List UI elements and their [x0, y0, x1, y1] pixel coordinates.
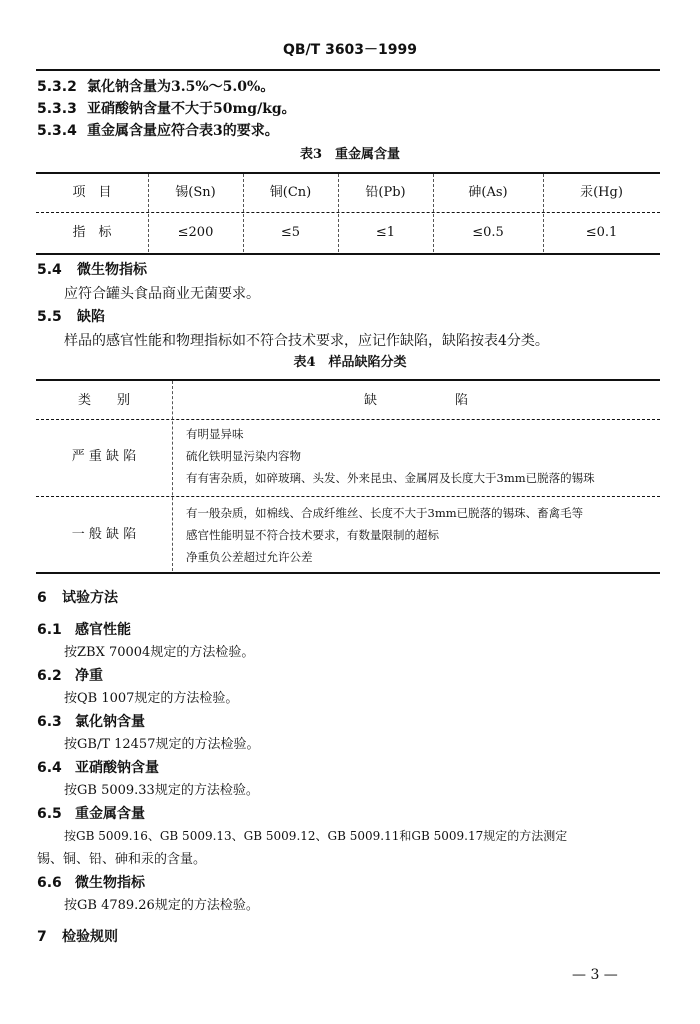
- table3-header-mercury: 汞(Hg): [580, 185, 623, 200]
- subsection-number: 6.6: [37, 875, 62, 891]
- table4-header-rule: [36, 419, 660, 420]
- table4-serious-defect: 有有害杂质，如碎玻璃、头发、外来昆虫、金属屑及长度大于3mm已脱落的锡珠: [186, 471, 595, 485]
- clause-5-3-4: [37, 124, 279, 138]
- table3-top-rule: [36, 172, 660, 174]
- clause-number: 5.3.3: [37, 101, 77, 117]
- section-7-heading: [37, 930, 118, 944]
- section-number: 5.4: [37, 262, 62, 278]
- section-6-3-heading: [37, 715, 145, 729]
- section-title: 试验方法: [62, 590, 118, 606]
- clause-5-3-3: [37, 102, 296, 116]
- table3-value-mercury: ≤0.1: [585, 225, 618, 240]
- standard-code: QB/T 3603－1999: [282, 42, 418, 58]
- table4-serious-defect: 有明显异味: [186, 427, 244, 441]
- section-title: 检验规则: [62, 929, 118, 945]
- table3-value-tin: ≤200: [177, 225, 214, 240]
- section-5-5-heading: [37, 310, 105, 324]
- page-number: — 3 —: [572, 967, 618, 983]
- subsection-number: 6.1: [37, 622, 62, 638]
- table4-category-serious: 严 重 缺 陷: [71, 449, 137, 464]
- clause-number: 5.3.4: [37, 123, 77, 139]
- section-6-6-heading: [37, 876, 145, 890]
- table3-mid-rule: [36, 212, 660, 213]
- table4-general-defect: 感官性能明显不符合技术要求，有数量限制的超标: [186, 528, 439, 542]
- subsection-title: 重金属含量: [75, 806, 145, 822]
- section-6-2-method: 按QB 1007规定的方法检验。: [64, 691, 239, 706]
- table4-general-defect: 有一般杂质，如棉线、合成纤维丝、长度不大于3mm已脱落的锡珠、畜禽毛等: [186, 506, 584, 520]
- header-rule: [36, 69, 660, 71]
- section-6-3-method: 按GB/T 12457规定的方法检验。: [64, 737, 260, 752]
- table4-row-rule: [36, 496, 660, 497]
- table3-bottom-rule: [36, 253, 660, 255]
- section-5-4-body: 应符合罐头食品商业无菌要求。: [64, 286, 260, 302]
- table4-col-divider: [172, 381, 173, 571]
- subsection-title: 亚硝酸钠含量: [75, 760, 159, 776]
- table3-caption: 表3 重金属含量: [299, 147, 401, 162]
- table3-header-tin: 锡(Sn): [175, 185, 216, 200]
- section-6-1-heading: [37, 623, 131, 637]
- table4-top-rule: [36, 379, 660, 381]
- table3-value-copper: ≤5: [280, 225, 301, 240]
- section-6-heading: [37, 591, 118, 605]
- table4-category-general: 一 般 缺 陷: [71, 527, 137, 542]
- section-6-5-method: 按GB 5009.16、GB 5009.13、GB 5009.12、GB 5009.11和GB 5009.17规定的方法测定: [64, 829, 568, 843]
- clause-number: 5.3.2: [37, 79, 77, 95]
- clause-text: 氯化钠含量为3.5%～5.0%。: [87, 79, 275, 95]
- table4-general-defect: 净重负公差超过允许公差: [186, 550, 313, 564]
- subsection-title: 净重: [75, 668, 103, 684]
- clause-text: 重金属含量应符合表3的要求。: [87, 123, 279, 139]
- section-6-2-heading: [37, 669, 103, 683]
- table3-value-arsenic: ≤0.5: [472, 225, 504, 240]
- subsection-title: 感官性能: [75, 622, 131, 638]
- section-6-4-heading: [37, 761, 159, 775]
- clause-5-3-2: [37, 80, 274, 94]
- section-6-5-heading: [37, 807, 145, 821]
- section-6-4-method: 按GB 5009.33规定的方法检验。: [64, 783, 259, 798]
- table3-value-lead: ≤1: [375, 225, 396, 240]
- section-6-6-method: 按GB 4789.26规定的方法检验。: [64, 898, 259, 913]
- table4-serious-defect: 硫化铁明显污染内容物: [186, 449, 301, 463]
- section-number: 7: [37, 929, 47, 945]
- table4-header-defect: 缺 陷: [363, 393, 468, 408]
- table3-header-arsenic: 砷(As): [468, 185, 508, 200]
- section-6-5-method-continued: 锡、铜、铅、砷和汞的含量。: [37, 852, 207, 867]
- table3-header-copper: 铜(Cn): [269, 185, 312, 200]
- subsection-number: 6.2: [37, 668, 62, 684]
- table4-caption: 表4 样品缺陷分类: [293, 355, 407, 370]
- table3-header-item: 项 目: [72, 185, 112, 200]
- subsection-number: 6.3: [37, 714, 62, 730]
- clause-text: 亚硝酸钠含量不大于50mg/kg。: [87, 101, 296, 117]
- subsection-number: 6.5: [37, 806, 62, 822]
- section-number: 6: [37, 590, 47, 606]
- table4-bottom-rule: [36, 572, 660, 574]
- section-5-5-body: 样品的感官性能和物理指标如不符合技术要求，应记作缺陷，缺陷按表4分类。: [64, 333, 549, 349]
- subsection-title: 氯化钠含量: [75, 714, 145, 730]
- section-title: 微生物指标: [77, 262, 147, 278]
- section-title: 缺陷: [77, 309, 105, 325]
- section-5-4-heading: [37, 263, 147, 277]
- table3-row-label: 指 标: [72, 225, 112, 240]
- table3-header-lead: 铅(Pb): [365, 185, 406, 200]
- table4-header-category: 类 别: [77, 393, 130, 408]
- subsection-number: 6.4: [37, 760, 62, 776]
- section-6-1-method: 按ZBX 70004规定的方法检验。: [64, 645, 255, 660]
- section-number: 5.5: [37, 309, 62, 325]
- subsection-title: 微生物指标: [75, 875, 145, 891]
